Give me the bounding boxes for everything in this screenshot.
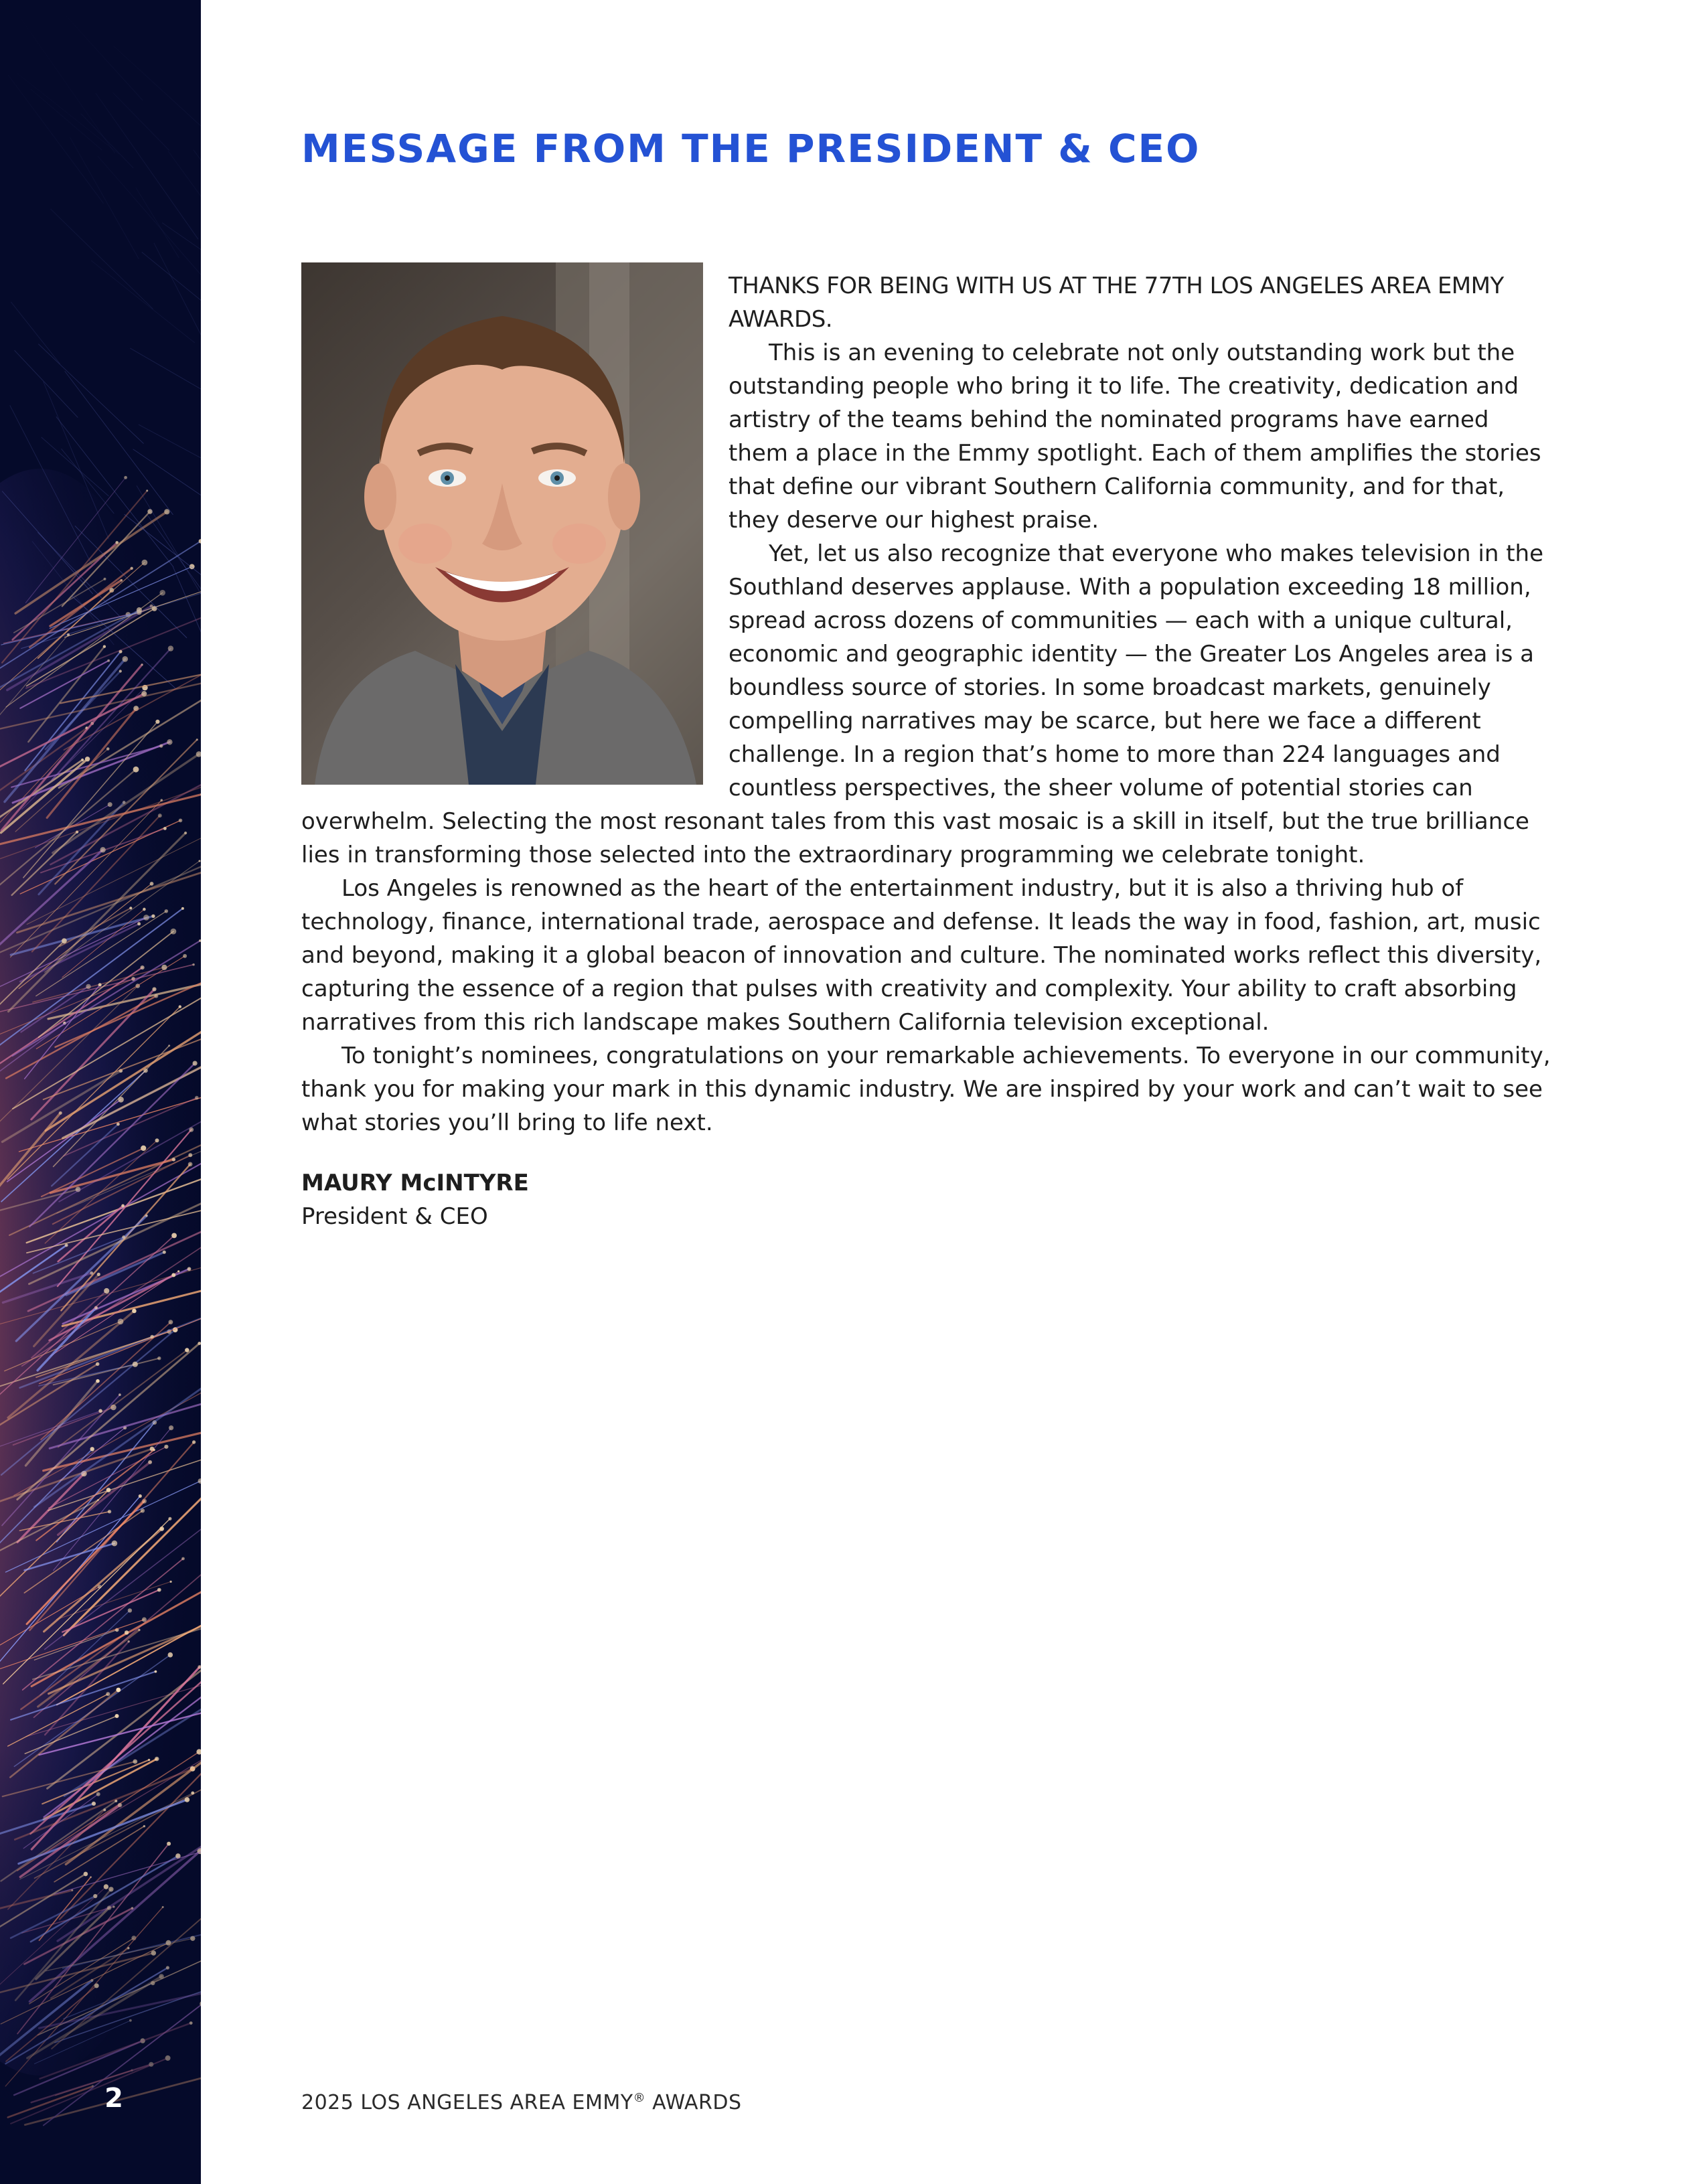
decorative-side-strip [0, 0, 201, 2184]
registered-mark: ® [633, 2091, 646, 2105]
signature-block [301, 1166, 529, 1233]
page-number: 2 [104, 2083, 123, 2114]
article-body [301, 269, 1553, 1140]
footer-text: 2025 LOS ANGELES AREA EMMY [301, 2091, 633, 2114]
page-footer [301, 2082, 742, 2119]
fiber-optic-lights-image [0, 0, 201, 2184]
president-portrait-photo [301, 262, 703, 785]
article-lead: THANKS FOR BEING WITH US AT THE 77TH LOS ANGELES AREA EMMY AWARDS. [729, 272, 1504, 333]
signature-role: President & CEO [301, 1203, 488, 1230]
page-title: MESSAGE FROM THE PRESIDENT & CEO [301, 126, 1201, 171]
article-paragraph: This is an evening to celebrate not only outstanding work but the outstanding people who bring it to life. The creativity, dedication and artistry of the teams behind the nominated programs have earned them a place in the Emmy spotlight. Each of them amplifies the stories that define our vibrant Southern California community, and for that, they deserve our highest praise. [729, 339, 1541, 534]
article-paragraph: Yet, let us also recognize that everyone who makes television in the Southland deserves applause. With a population exceeding 18 million, spread across dozens of communities — each with a unique cultural, economic and geographic identity — the Greater Los Angeles area is a boundless source of stories. In some broadcast markets, genuinely compelling narratives may be scarce, but here we face a different challenge. In a region that’s home to more than 224 languages and countless perspectives, the sheer volume of potential stories can overwhelm. Selecting the most resonant tales from this vast mosaic is a skill in itself, but the true brilliance lies in transforming those selected into the extraordinary programming we celebrate tonight. [301, 540, 1544, 868]
article-paragraph: To tonight’s nominees, congratulations on your remarkable achievements. To everyone in our community, thank you for making your mark in this dynamic industry. We are inspired by your work and can’t wait to see what stories you’ll bring to life next. [301, 1042, 1551, 1136]
article-paragraph: Los Angeles is renowned as the heart of the entertainment industry, but it is also a thriving hub of technology, finance, international trade, aerospace and defense. It leads the way in food, fashion, art, music and beyond, making it a global beacon of innovation and culture. The nominated works reflect this diversity, capturing the essence of a region that pulses with creativity and complexity. Your ability to craft absorbing narratives from this rich landscape makes Southern California television exceptional. [301, 875, 1542, 1036]
footer-suffix: AWARDS [645, 2091, 742, 2114]
signature-name: MAURY McINTYRE [301, 1170, 529, 1196]
